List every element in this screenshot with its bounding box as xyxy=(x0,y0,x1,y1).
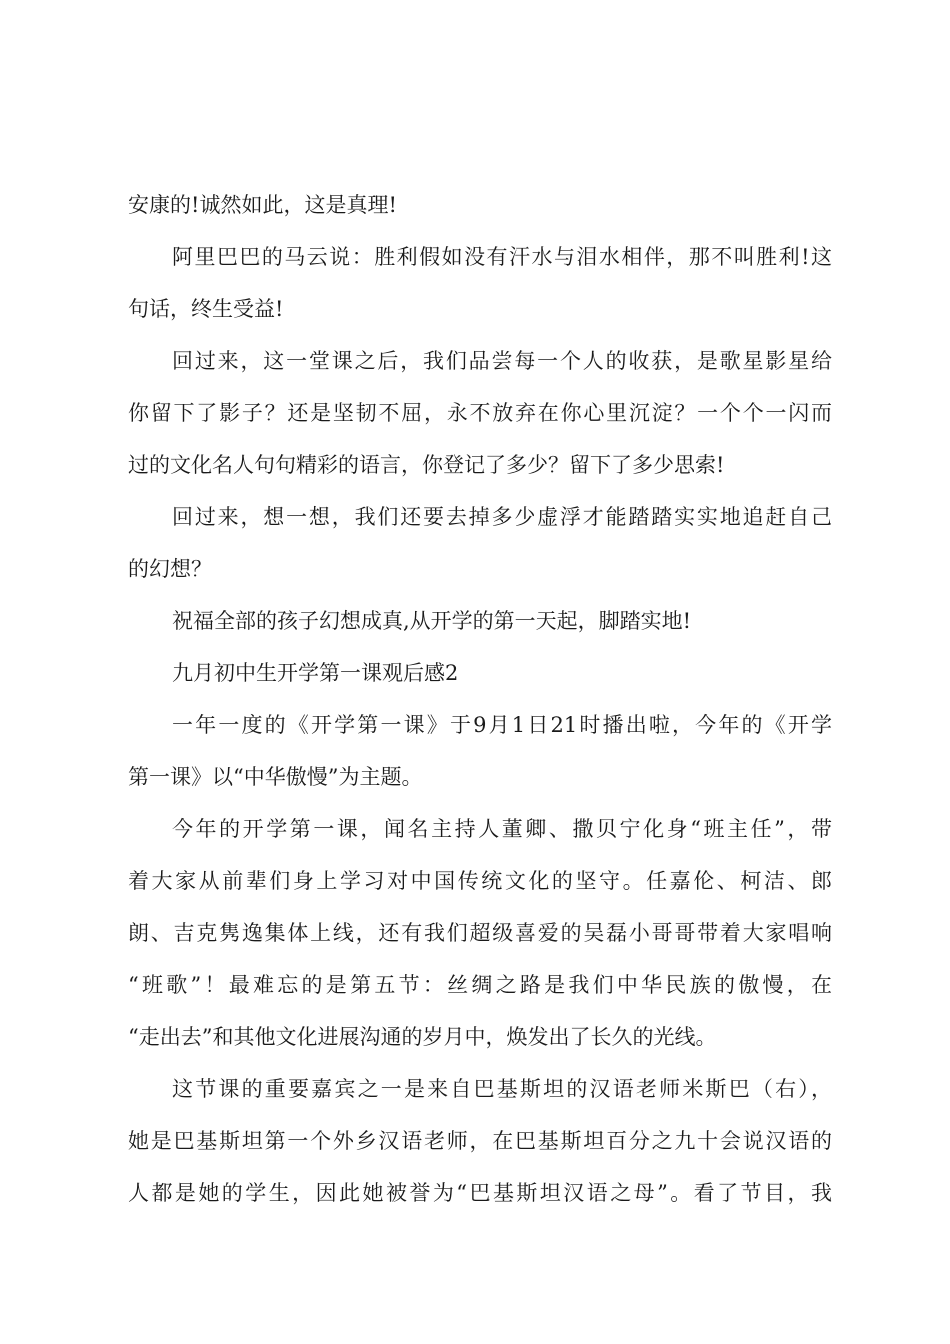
section-heading: 九月初中生开学第一课观后感2 xyxy=(172,661,459,685)
text-line: 阿里巴巴的马云说：胜利假如没有汗水与泪水相伴，那不叫胜利!这 xyxy=(172,245,832,269)
text-line: 回过来，想一想，我们还要去掉多少虚浮才能踏踏实实地追赶自己 xyxy=(172,505,832,529)
text-line: 人都是她的学生，因此她被誉为“巴基斯坦汉语之母”。看了节目，我 xyxy=(128,1181,832,1205)
text-line: 回过来，这一堂课之后，我们品尝每一个人的收获，是歌星影星给 xyxy=(172,349,832,373)
text-line: 过的文化名人句句精彩的语言，你登记了多少？留下了多少思索! xyxy=(128,453,725,477)
text-line: 朗、吉克隽逸集体上线，还有我们超级喜爱的吴磊小哥哥带着大家唱响 xyxy=(128,921,832,945)
text-line: 一年一度的《开学第一课》于9月1日21时播出啦，今年的《开学 xyxy=(172,713,832,737)
text-line: 句话，终生受益! xyxy=(128,297,284,321)
text-line: 的幻想？ xyxy=(128,557,212,581)
text-line: 这节课的重要嘉宾之一是来自巴基斯坦的汉语老师米斯巴（右）， xyxy=(172,1077,832,1101)
text-line: “班歌”！最难忘的是第五节：丝绸之路是我们中华民族的傲慢，在 xyxy=(128,973,832,997)
text-line: 今年的开学第一课，闻名主持人董卿、撒贝宁化身“班主任”，带 xyxy=(172,817,832,841)
text-line: 你留下了影子？还是坚韧不屈，永不放弃在你心里沉淀？一个个一闪而 xyxy=(128,401,832,425)
text-line: 她是巴基斯坦第一个外乡汉语老师，在巴基斯坦百分之九十会说汉语的 xyxy=(128,1129,832,1153)
text-line: 安康的!诚然如此，这是真理! xyxy=(128,193,397,217)
text-line: 祝福全部的孩子幻想成真,从开学的第一天起，脚踏实地! xyxy=(172,609,692,633)
text-line: 第一课》以“中华傲慢”为主题。 xyxy=(128,765,423,789)
text-line: 着大家从前辈们身上学习对中国传统文化的坚守。任嘉伦、柯洁、郎 xyxy=(128,869,832,893)
text-line: “走出去”和其他文化进展沟通的岁月中，焕发出了长久的光线。 xyxy=(128,1025,717,1049)
